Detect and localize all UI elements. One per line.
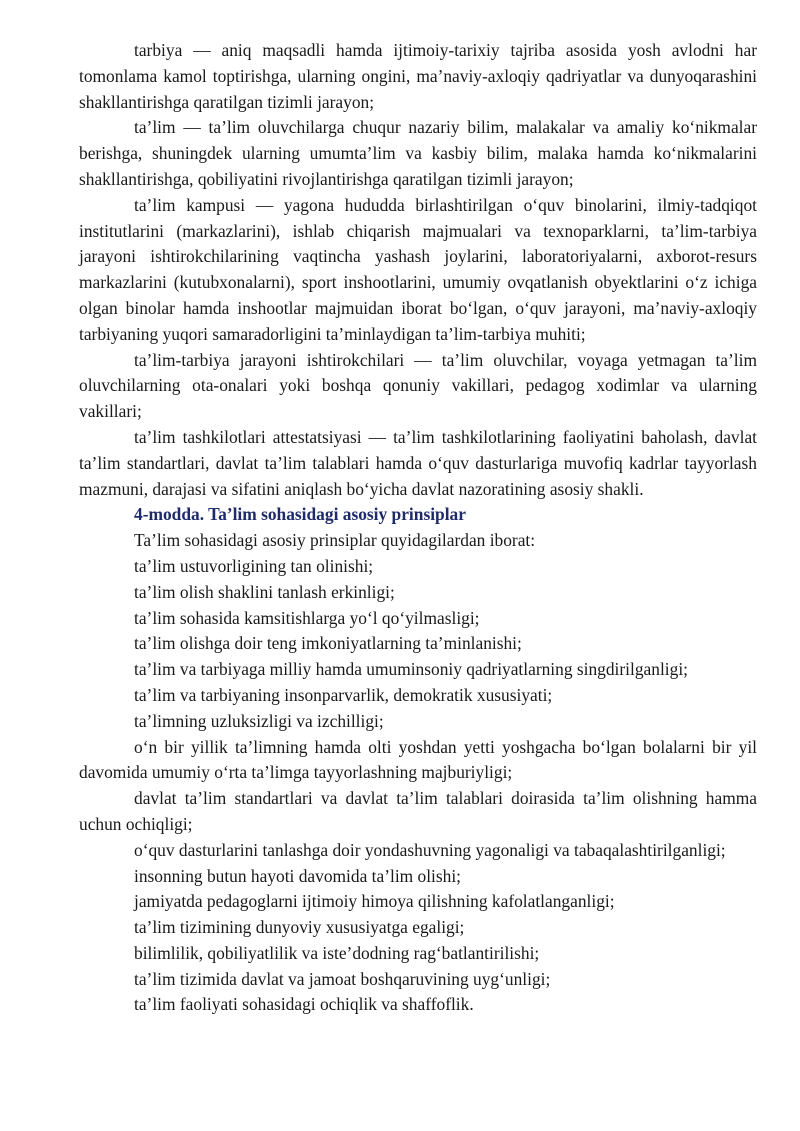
principle-item: ta’lim tizimida davlat va jamoat boshqaruvining uyg‘unligi; — [134, 968, 551, 989]
principle-item: ta’lim ustuvorligining tan olinishi; — [134, 555, 374, 576]
definition-paragraph: ta’lim tashkilotlari attestatsiyasi — ta’lim tashkilotlarining faoliyatini baholash, davlat ta’lim standartlari, davlat ta’lim talablari hamda o‘quv dasturlariga muvofiq kadrlar tayyorlash mazmuni, darajasi va sifatini aniqlash bo‘yicha davlat nazoratining asosiy shakli. — [79, 426, 757, 499]
principle-item: jamiyatda pedagoglarni ijtimoiy himoya qilishning kafolatlanganligi; — [134, 891, 615, 912]
definition-paragraph: ta’lim kampusi — yagona hududda birlashtirilgan o‘quv binolarini, ilmiy-tadqiqot institutlarini (markazlarini), ishlab chiqarish majmualari va texnoparklarni, ta’lim-tarbiya jarayoni ishtirokchilarining vaqtincha yashash joylarini, laboratoriyalarni, axborot-resurs markazlarini (kutubxonalarni), sport inshootlarini, umumiy ovqatlanish obyektlarini o‘z ichiga olgan binolar hamda inshootlar majmuidan iborat bo‘lgan, o‘quv jarayoni, ma’naviy-axloqiy tarbiyaning yuqori samaradorligini ta’minlaydigan ta’lim-tarbiya muhiti; — [79, 194, 757, 344]
principle-item: davlat ta’lim standartlari va davlat ta’lim talablari doirasida ta’lim olishning hamma uchun ochiqligi; — [79, 788, 757, 834]
principle-item: ta’lim sohasida kamsitishlarga yo‘l qo‘yilmasligi; — [134, 607, 480, 628]
definition-paragraph: ta’lim-tarbiya jarayoni ishtirokchilari — ta’lim oluvchilar, voyaga yetmagan ta’lim oluvchilarning ota-onalari yoki boshqa qonuniy vakillari, pedagog xodimlar va ularning vakillari; — [79, 349, 757, 422]
principle-item: ta’lim olish shaklini tanlash erkinligi; — [134, 581, 395, 602]
principle-item: o‘n bir yillik ta’limning hamda olti yoshdan yetti yoshgacha bo‘lgan bolalarni bir yil davomida umumiy o‘rta ta’limga tayyorlashning majburiyligi; — [79, 736, 757, 783]
principle-item: ta’lim tizimining dunyoviy xususiyatga egaligi; — [134, 917, 465, 938]
principle-item: ta’lim faoliyati sohasidagi ochiqlik va shaffoflik. — [134, 994, 474, 1015]
principle-item: o‘quv dasturlarini tanlashga doir yondashuvning yagonaligi va tabaqalashtirilganligi; — [134, 839, 726, 860]
principle-item: ta’limning uzluksizligi va izchilligi; — [134, 710, 384, 731]
definition-paragraph: ta’lim — ta’lim oluvchilarga chuqur nazariy bilim, malakalar va amaliy ko‘nikmalar berishga, shuningdek ularning umumta’lim va kasbiy bilim, malaka hamda ko‘nikmalarini shakllantirishga, qobiliyatini rivojlantirishga qaratilgan tizimli jarayon; — [79, 117, 757, 189]
article-intro: Ta’lim sohasidagi asosiy prinsiplar quyidagilardan iborat: — [134, 530, 536, 551]
definition-paragraph: tarbiya — aniq maqsadli hamda ijtimoiy-tarixiy tajriba asosida yosh avlodni har tomonlama kamol toptirishga, ularning ongini, ma’naviy-axloqiy qadriyatlar va dunyoqarashini shakllantirishga qaratilgan tizimli jarayon; — [79, 40, 757, 112]
principle-item: ta’lim va tarbiyaga milliy hamda umuminsoniy qadriyatlarning singdirilganligi; — [134, 659, 688, 680]
principle-item: bilimlilik, qobiliyatlilik va iste’dodning rag‘batlantirilishi; — [134, 942, 540, 963]
article-heading: 4-modda. Ta’lim sohasidagi asosiy prinsiplar — [134, 504, 466, 525]
principle-item: ta’lim va tarbiyaning insonparvarlik, demokratik xususiyati; — [134, 684, 553, 705]
principle-item: ta’lim olishga doir teng imkoniyatlarning ta’minlanishi; — [134, 633, 522, 654]
principle-item: insonning butun hayoti davomida ta’lim olishi; — [134, 865, 462, 886]
